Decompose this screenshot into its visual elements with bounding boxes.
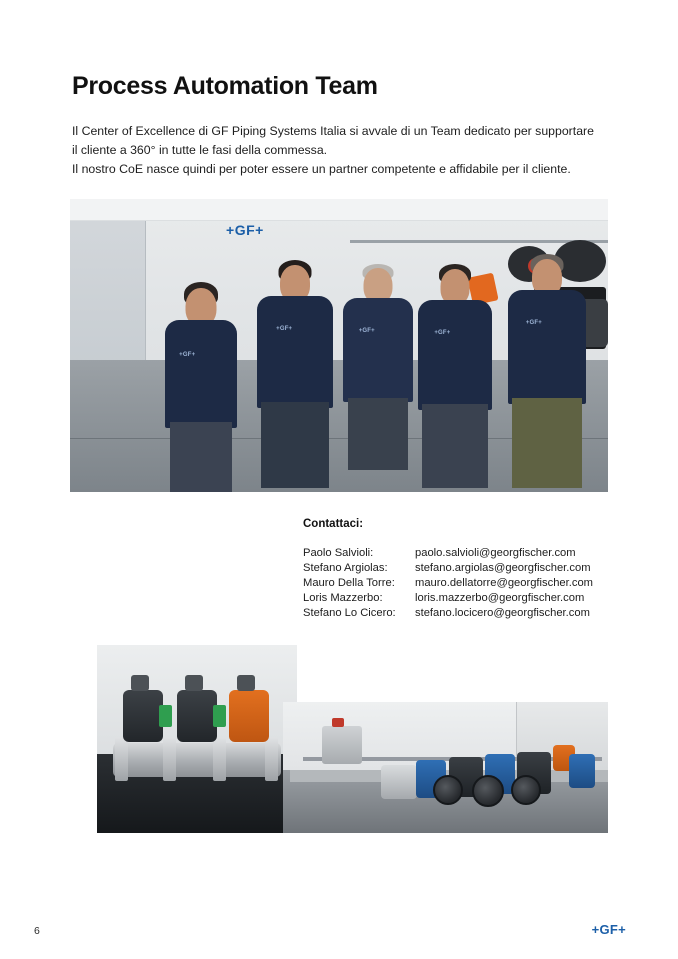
- valve-photo-actuator-3: [229, 690, 269, 742]
- contact-name: Stefano Lo Cicero:: [303, 607, 396, 619]
- valve-photo-actuator-1: [123, 690, 163, 742]
- line-photo-disc-2: [472, 775, 504, 807]
- contact-name: Mauro Della Torre:: [303, 577, 395, 589]
- line-photo-disc-3: [511, 775, 541, 805]
- page-title: Process Automation Team: [72, 72, 378, 100]
- team-photo: [70, 199, 608, 492]
- member-1-shirt-logo: +GF+: [179, 352, 196, 358]
- contact-row: [303, 546, 633, 561]
- team-member-3: [338, 264, 418, 474]
- intro-text: [72, 122, 602, 179]
- contact-name: Loris Mazzerbo:: [303, 592, 383, 604]
- team-member-4: [410, 264, 500, 492]
- contact-email[interactable]: stefano.locicero@georgfischer.com: [415, 607, 590, 619]
- member-3-shirt-logo: +GF+: [358, 328, 375, 334]
- member-5-shirt-logo: +GF+: [525, 320, 542, 326]
- intro-paragraph-2: Il nostro CoE nasce quindi per poter essere un partner competente e affidabile per il cliente.: [72, 162, 571, 176]
- contacts-heading: Contattaci:: [303, 518, 364, 530]
- valve-photo-solenoid-2: [185, 675, 203, 691]
- member-2-shirt-logo: +GF+: [276, 326, 293, 332]
- team-member-1: [158, 282, 244, 492]
- member-2-torso: [257, 296, 333, 408]
- contact-row: [303, 591, 633, 606]
- valve-photo-solenoid-1: [131, 675, 149, 691]
- valve-photo-flange-3: [213, 737, 226, 781]
- contact-email[interactable]: mauro.dellatorre@georgfischer.com: [415, 577, 594, 589]
- valve-photo-flange-4: [265, 737, 278, 781]
- line-photo-control-panel: [322, 726, 362, 764]
- valve-photo-pipe: [113, 743, 281, 777]
- valve-photo-actuator-2: [177, 690, 217, 742]
- line-photo-unit-7: [569, 754, 595, 788]
- member-3-legs: [348, 398, 408, 470]
- line-photo-disc-1: [433, 775, 463, 805]
- contact-email[interactable]: paolo.salvioli@georgfischer.com: [415, 547, 576, 559]
- valve-photo-position-indicator-2: [213, 705, 226, 727]
- photo-ceiling: [70, 199, 608, 221]
- contact-row: [303, 576, 633, 591]
- member-4-shirt-logo: +GF+: [434, 330, 451, 336]
- production-line-photo: [283, 702, 608, 833]
- valve-assembly-photo: [97, 645, 297, 833]
- contact-row: [303, 606, 633, 621]
- wall-logo: +GF+: [226, 222, 264, 239]
- member-3-torso: [343, 298, 413, 402]
- member-5-torso: [508, 290, 586, 404]
- brand-logo: +GF+: [591, 922, 626, 937]
- team-member-2: [250, 260, 340, 492]
- contact-row: [303, 561, 633, 576]
- team-member-5: [500, 254, 594, 492]
- member-4-legs: [422, 404, 488, 488]
- member-1-torso: [165, 320, 237, 428]
- valve-photo-flange-2: [163, 737, 176, 781]
- contact-name: Paolo Salvioli:: [303, 547, 374, 559]
- member-4-torso: [418, 300, 492, 410]
- page-number: 6: [34, 925, 40, 937]
- valve-photo-flange-1: [115, 737, 128, 781]
- valve-photo-position-indicator-1: [159, 705, 172, 727]
- intro-paragraph-1: Il Center of Excellence di GF Piping Systems Italia si avvale di un Team dedicato per supportare il cliente a 360° in tutte le fasi della commessa.: [72, 124, 594, 157]
- line-photo-emergency-button: [332, 718, 344, 727]
- member-2-legs: [261, 402, 329, 488]
- line-photo-unit-1: [381, 765, 417, 799]
- contact-email[interactable]: stefano.argiolas@georgfischer.com: [415, 562, 591, 574]
- member-1-legs: [170, 422, 232, 492]
- photo-wall-left-panel: [70, 199, 145, 381]
- contact-name: Stefano Argiolas:: [303, 562, 388, 574]
- member-5-legs: [512, 398, 582, 488]
- photo-wall-seam: [145, 199, 146, 381]
- contacts-block: [303, 518, 633, 621]
- valve-photo-solenoid-3: [237, 675, 255, 691]
- contact-email[interactable]: loris.mazzerbo@georgfischer.com: [415, 592, 585, 604]
